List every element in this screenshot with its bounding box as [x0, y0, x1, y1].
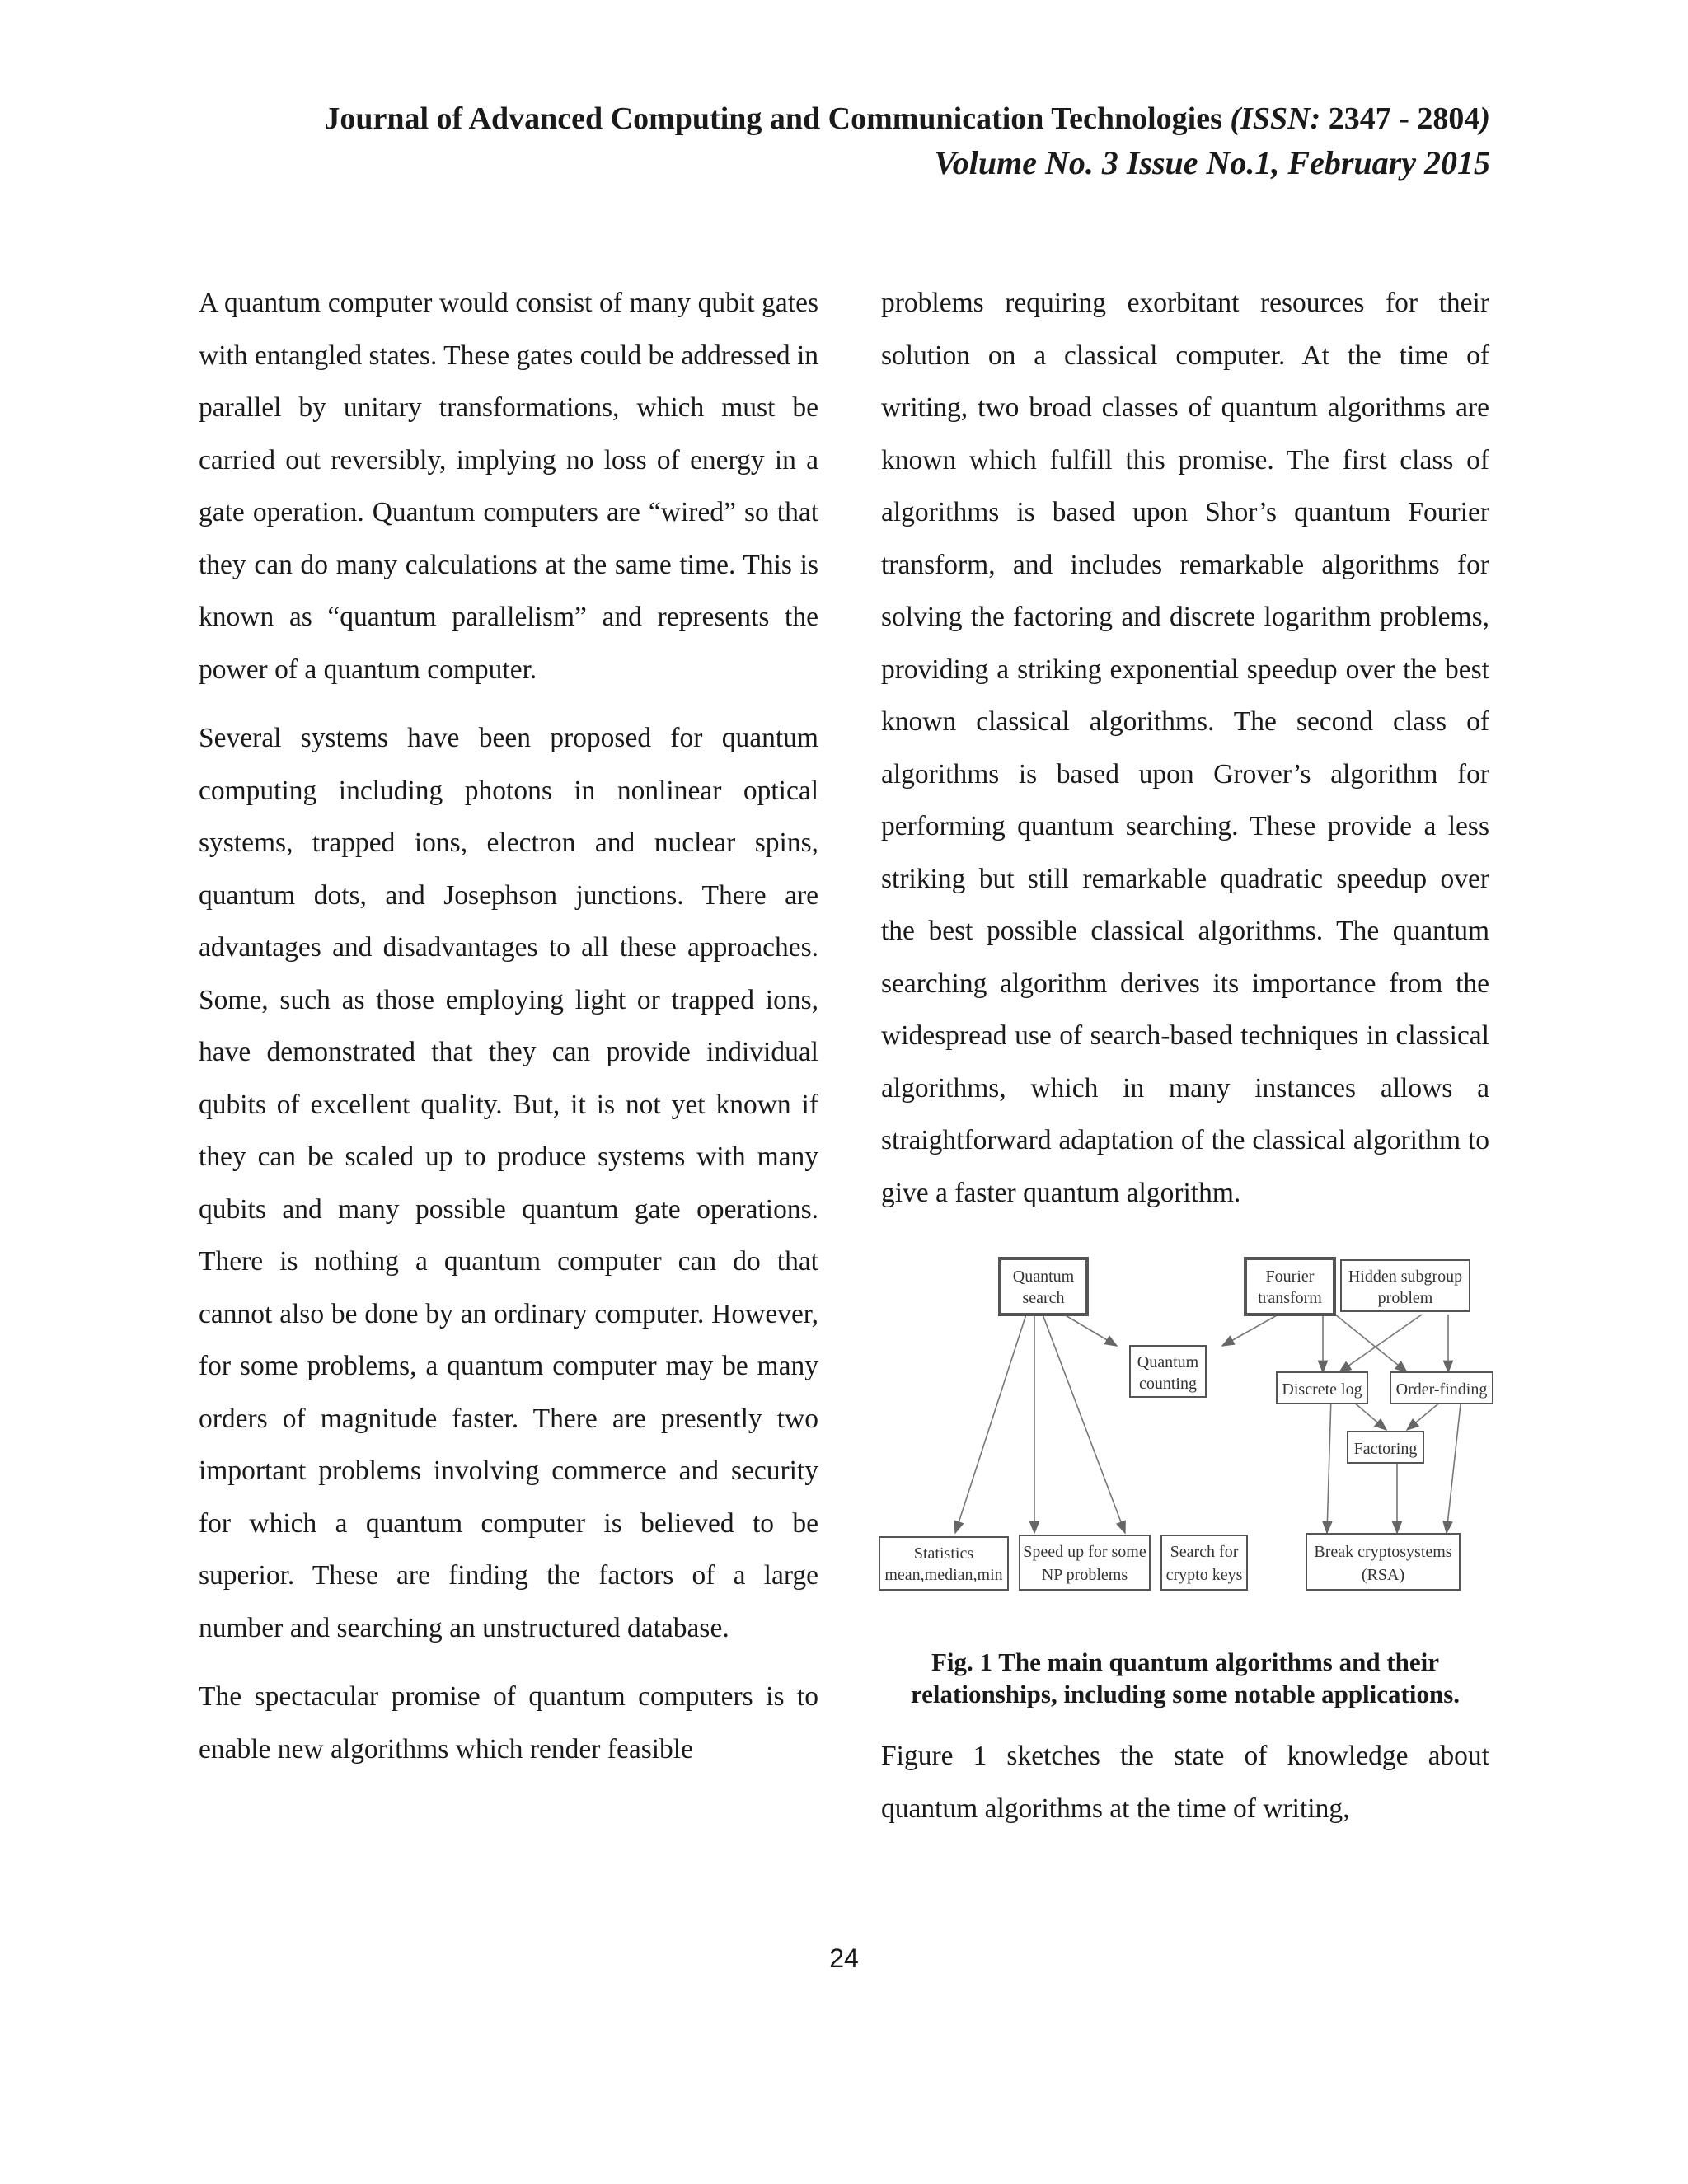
- issn-number: 2347 - 2804: [1328, 101, 1480, 136]
- node-break-line2: (RSA): [1361, 1566, 1405, 1584]
- issn-label: (ISSN:: [1230, 101, 1321, 136]
- node-speed-up-np: [1020, 1535, 1150, 1590]
- algorithm-diagram: [878, 1257, 1514, 1603]
- node-statistics-line2: mean,median,min: [884, 1566, 1003, 1584]
- node-break-line1: Break cryptosystems: [1314, 1543, 1452, 1561]
- edge-discretelog-break: [1327, 1397, 1331, 1533]
- edge-hidden-discretelog: [1339, 1315, 1422, 1372]
- figure-caption-line2: relationships, including some notable applications.: [910, 1680, 1461, 1708]
- node-speedup-line1: Speed up for some: [1023, 1543, 1146, 1561]
- node-quantum-search: [1000, 1258, 1087, 1315]
- node-discrete-log-label: Discrete log: [1282, 1380, 1362, 1399]
- node-counting-line2: counting: [1139, 1375, 1197, 1393]
- algorithm-diagram-svg: [878, 1257, 1514, 1603]
- edge-orderfinding-break: [1447, 1397, 1461, 1533]
- issn-close: ): [1479, 101, 1490, 136]
- node-searchcrypto-line1: Search for: [1170, 1543, 1239, 1561]
- left-column: [199, 277, 818, 1775]
- node-counting-line1: Quantum: [1137, 1353, 1199, 1371]
- node-search-crypto: [1161, 1535, 1247, 1590]
- edge-fourier-counting: [1222, 1315, 1278, 1346]
- journal-title: [89, 97, 1490, 140]
- edge-fourier-orderfinding: [1335, 1315, 1407, 1372]
- node-statistics: [879, 1537, 1008, 1590]
- node-fourier-line1: Fourier: [1265, 1268, 1315, 1286]
- node-hidden-line1: Hidden subgroup: [1348, 1268, 1463, 1286]
- node-fourier-transform: [1245, 1258, 1334, 1315]
- edge-search-counting: [1064, 1315, 1117, 1346]
- node-fourier-line2: transform: [1258, 1289, 1322, 1307]
- node-searchcrypto-line2: crypto keys: [1165, 1566, 1243, 1584]
- node-statistics-line1: Statistics: [913, 1544, 974, 1563]
- node-speedup-line2: NP problems: [1041, 1566, 1128, 1584]
- node-hidden-line2: problem: [1377, 1289, 1433, 1307]
- figure-caption: [865, 1646, 1506, 1710]
- left-paragraph-1: A quantum computer would consist of many qubit gates with entangled states. These gates could be addressed in parallel by unitary transformations, which must be carried out reversibly, implying no loss of energy in a gate operation. Quantum computers are “wired” so that they can do many calculations at the same time. This is known as “quantum parallelism” and represents the power of a quantum computer.: [199, 288, 818, 685]
- node-quantum-counting: [1130, 1346, 1206, 1397]
- node-factoring: [1348, 1432, 1423, 1463]
- left-paragraph-2: Several systems have been proposed for quantum computing including photons in nonlinear optical systems, trapped ions, electron and nuclear spins, quantum dots, and Josephson junctions. There are advantages and disadvantages to all these approaches. Some, such as those employing light or trapped ions, have demonstrated that they can provide individual qubits of excellent quality. But, it is not yet known if they can be scaled up to produce systems with many qubits and many possible quantum gate operations. There is nothing a quantum computer can do that cannot also be done by an ordinary computer. However, for some problems, a quantum computer may be many orders of magnitude faster. There are presently two important problems involving commerce and security for which a quantum computer is believed to be superior. These are finding the factors of a large number and searching an unstructured database.: [199, 723, 818, 1643]
- page-number: 24: [829, 1943, 859, 1973]
- diagram-edges: [955, 1315, 1461, 1533]
- right-column: [881, 277, 1489, 1835]
- edge-search-statistics: [955, 1315, 1026, 1533]
- edge-search-crypto: [1043, 1315, 1125, 1533]
- node-hidden-subgroup: [1341, 1260, 1470, 1311]
- node-discrete-log: [1277, 1372, 1367, 1404]
- right-paragraph-1: problems requiring exorbitant resources for their solution on a classical computer. At the time of writing, two broad classes of quantum algorithms are known which fulfill this promise. The first class of algorithms is based upon Shor’s quantum Fourier transform, and includes remarkable algorithms for solving the factoring and discrete logarithm problems, providing a striking exponential speedup over the best known classical algorithms. The second class of algorithms is based upon Grover’s algorithm for performing quantum searching. These provide a less striking but still remarkable quadratic speedup over the best possible classical algorithms. The quantum searching algorithm derives its importance from the widespread use of search-based techniques in classical algorithms, which in many instances allows a straightforward adaptation of the classical algorithm to give a faster quantum algorithm.: [881, 288, 1489, 1208]
- node-quantum-search-line1: Quantum: [1012, 1268, 1075, 1286]
- left-paragraph-3: The spectacular promise of quantum computers is to enable new algorithms which render feasible: [199, 1681, 818, 1765]
- journal-name: Journal of Advanced Computing and Communication Technologies: [324, 101, 1222, 136]
- node-factoring-label: Factoring: [1353, 1440, 1418, 1458]
- volume-issue: Volume No. 3 Issue No.1, February 2015: [934, 144, 1490, 181]
- figure-caption-line1: Fig. 1 The main quantum algorithms and their: [931, 1647, 1440, 1676]
- node-quantum-search-line2: search: [1022, 1289, 1065, 1307]
- node-order-finding-label: Order-finding: [1395, 1380, 1488, 1399]
- node-break-crypto: [1306, 1534, 1460, 1590]
- node-order-finding: [1390, 1372, 1493, 1404]
- right-paragraph-2: Figure 1 sketches the state of knowledge about quantum algorithms at the time of writing,: [881, 1741, 1489, 1824]
